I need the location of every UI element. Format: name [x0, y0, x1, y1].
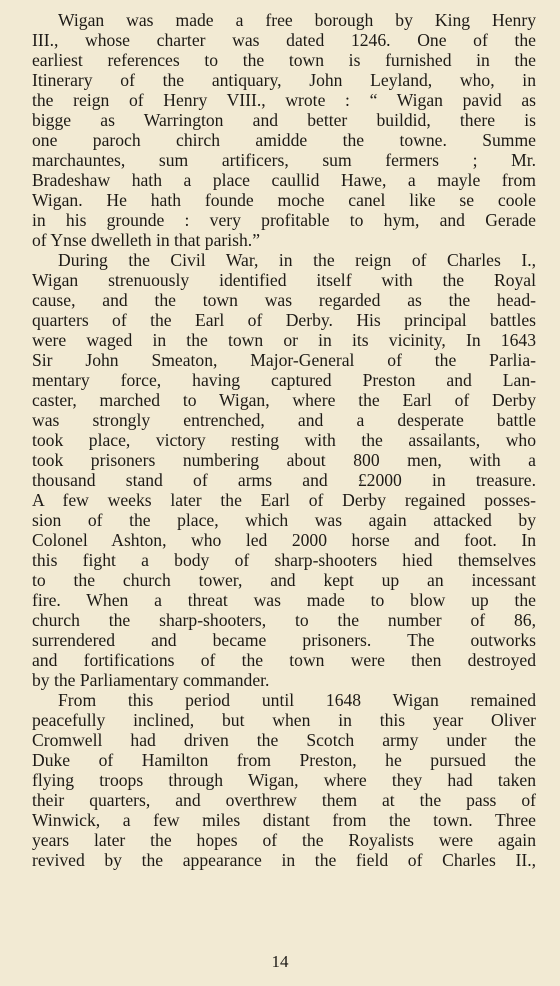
page-number: 14: [271, 952, 289, 971]
text-line: From this period until 1648 Wigan remained: [58, 690, 536, 710]
text-line: quarters of the Earl of Derby. His principal battles: [32, 310, 536, 330]
text-line: this fight a body of sharp-shooters hied themselves: [32, 550, 536, 570]
text-line: Wigan was made a free borough by King Henry: [58, 10, 536, 30]
text-line: III., whose charter was dated 1246. One of the: [32, 30, 536, 50]
text-line: in his grounde : very profitable to hym, and Gerade: [32, 210, 536, 230]
text-line: Itinerary of the antiquary, John Leyland, who, in: [32, 70, 536, 90]
text-line: mentary force, having captured Preston and Lan-: [32, 370, 536, 390]
text-line: years later the hopes of the Royalists were again: [32, 830, 536, 850]
text-line: took place, victory resting with the assailants, who: [32, 430, 536, 450]
text-line: church the sharp-shooters, to the number of 86,: [32, 610, 536, 630]
text-line: peacefully inclined, but when in this year Oliver: [32, 710, 536, 730]
text-line: Winwick, a few miles distant from the town. Three: [32, 810, 536, 830]
text-line: thousand stand of arms and £2000 in treasure.: [32, 470, 536, 490]
text-line: earliest references to the town is furnished in the: [32, 50, 536, 70]
paragraph-3: [32, 690, 536, 870]
text-line: the reign of Henry VIII., wrote : “ Wigan pavid as: [32, 90, 536, 110]
paragraph-1: [32, 10, 536, 250]
text-line: flying troops through Wigan, where they had taken: [32, 770, 536, 790]
text-line: of Ynse dwelleth in that parish.”: [32, 230, 261, 250]
text-line: Wigan strenuously identified itself with the Royal: [32, 270, 536, 290]
text-line: one paroch chirch amidde the towne. Summe: [32, 130, 536, 150]
body-text: [32, 10, 536, 870]
text-line: During the Civil War, in the reign of Charles I.,: [58, 250, 536, 270]
text-line: was strongly entrenched, and a desperate battle: [32, 410, 536, 430]
text-line: surrendered and became prisoners. The outworks: [32, 630, 536, 650]
text-line: caster, marched to Wigan, where the Earl of Derby: [32, 390, 536, 410]
text-line: sion of the place, which was again attacked by: [32, 510, 536, 530]
text-line: Cromwell had driven the Scotch army under the: [32, 730, 536, 750]
paragraph-2: [32, 250, 536, 690]
text-line: Sir John Smeaton, Major-General of the Parlia-: [32, 350, 536, 370]
text-line: were waged in the town or in its vicinity, In 1643: [32, 330, 536, 350]
text-line: A few weeks later the Earl of Derby regained posses-: [32, 490, 536, 510]
text-line: Wigan. He hath founde moche canel like se coole: [32, 190, 536, 210]
text-line: their quarters, and overthrew them at the pass of: [32, 790, 536, 810]
text-line: bigge as Warrington and better buildid, there is: [32, 110, 536, 130]
text-line: Colonel Ashton, who led 2000 horse and foot. In: [32, 530, 536, 550]
text-line: took prisoners numbering about 800 men, with a: [32, 450, 536, 470]
text-line: cause, and the town was regarded as the head-: [32, 290, 536, 310]
text-line: and fortifications of the town were then destroyed: [32, 650, 536, 670]
text-line: marchauntes, sum artificers, sum fermers ; Mr.: [32, 150, 536, 170]
text-line: Duke of Hamilton from Preston, he pursued the: [32, 750, 536, 770]
text-line: revived by the appearance in the field of Charles II.,: [32, 850, 536, 870]
text-line: to the church tower, and kept up an incessant: [32, 570, 536, 590]
text-line: Bradeshaw hath a place caullid Hawe, a mayle from: [32, 170, 536, 190]
text-line: fire. When a threat was made to blow up the: [32, 590, 536, 610]
text-line: by the Parliamentary commander.: [32, 670, 270, 690]
